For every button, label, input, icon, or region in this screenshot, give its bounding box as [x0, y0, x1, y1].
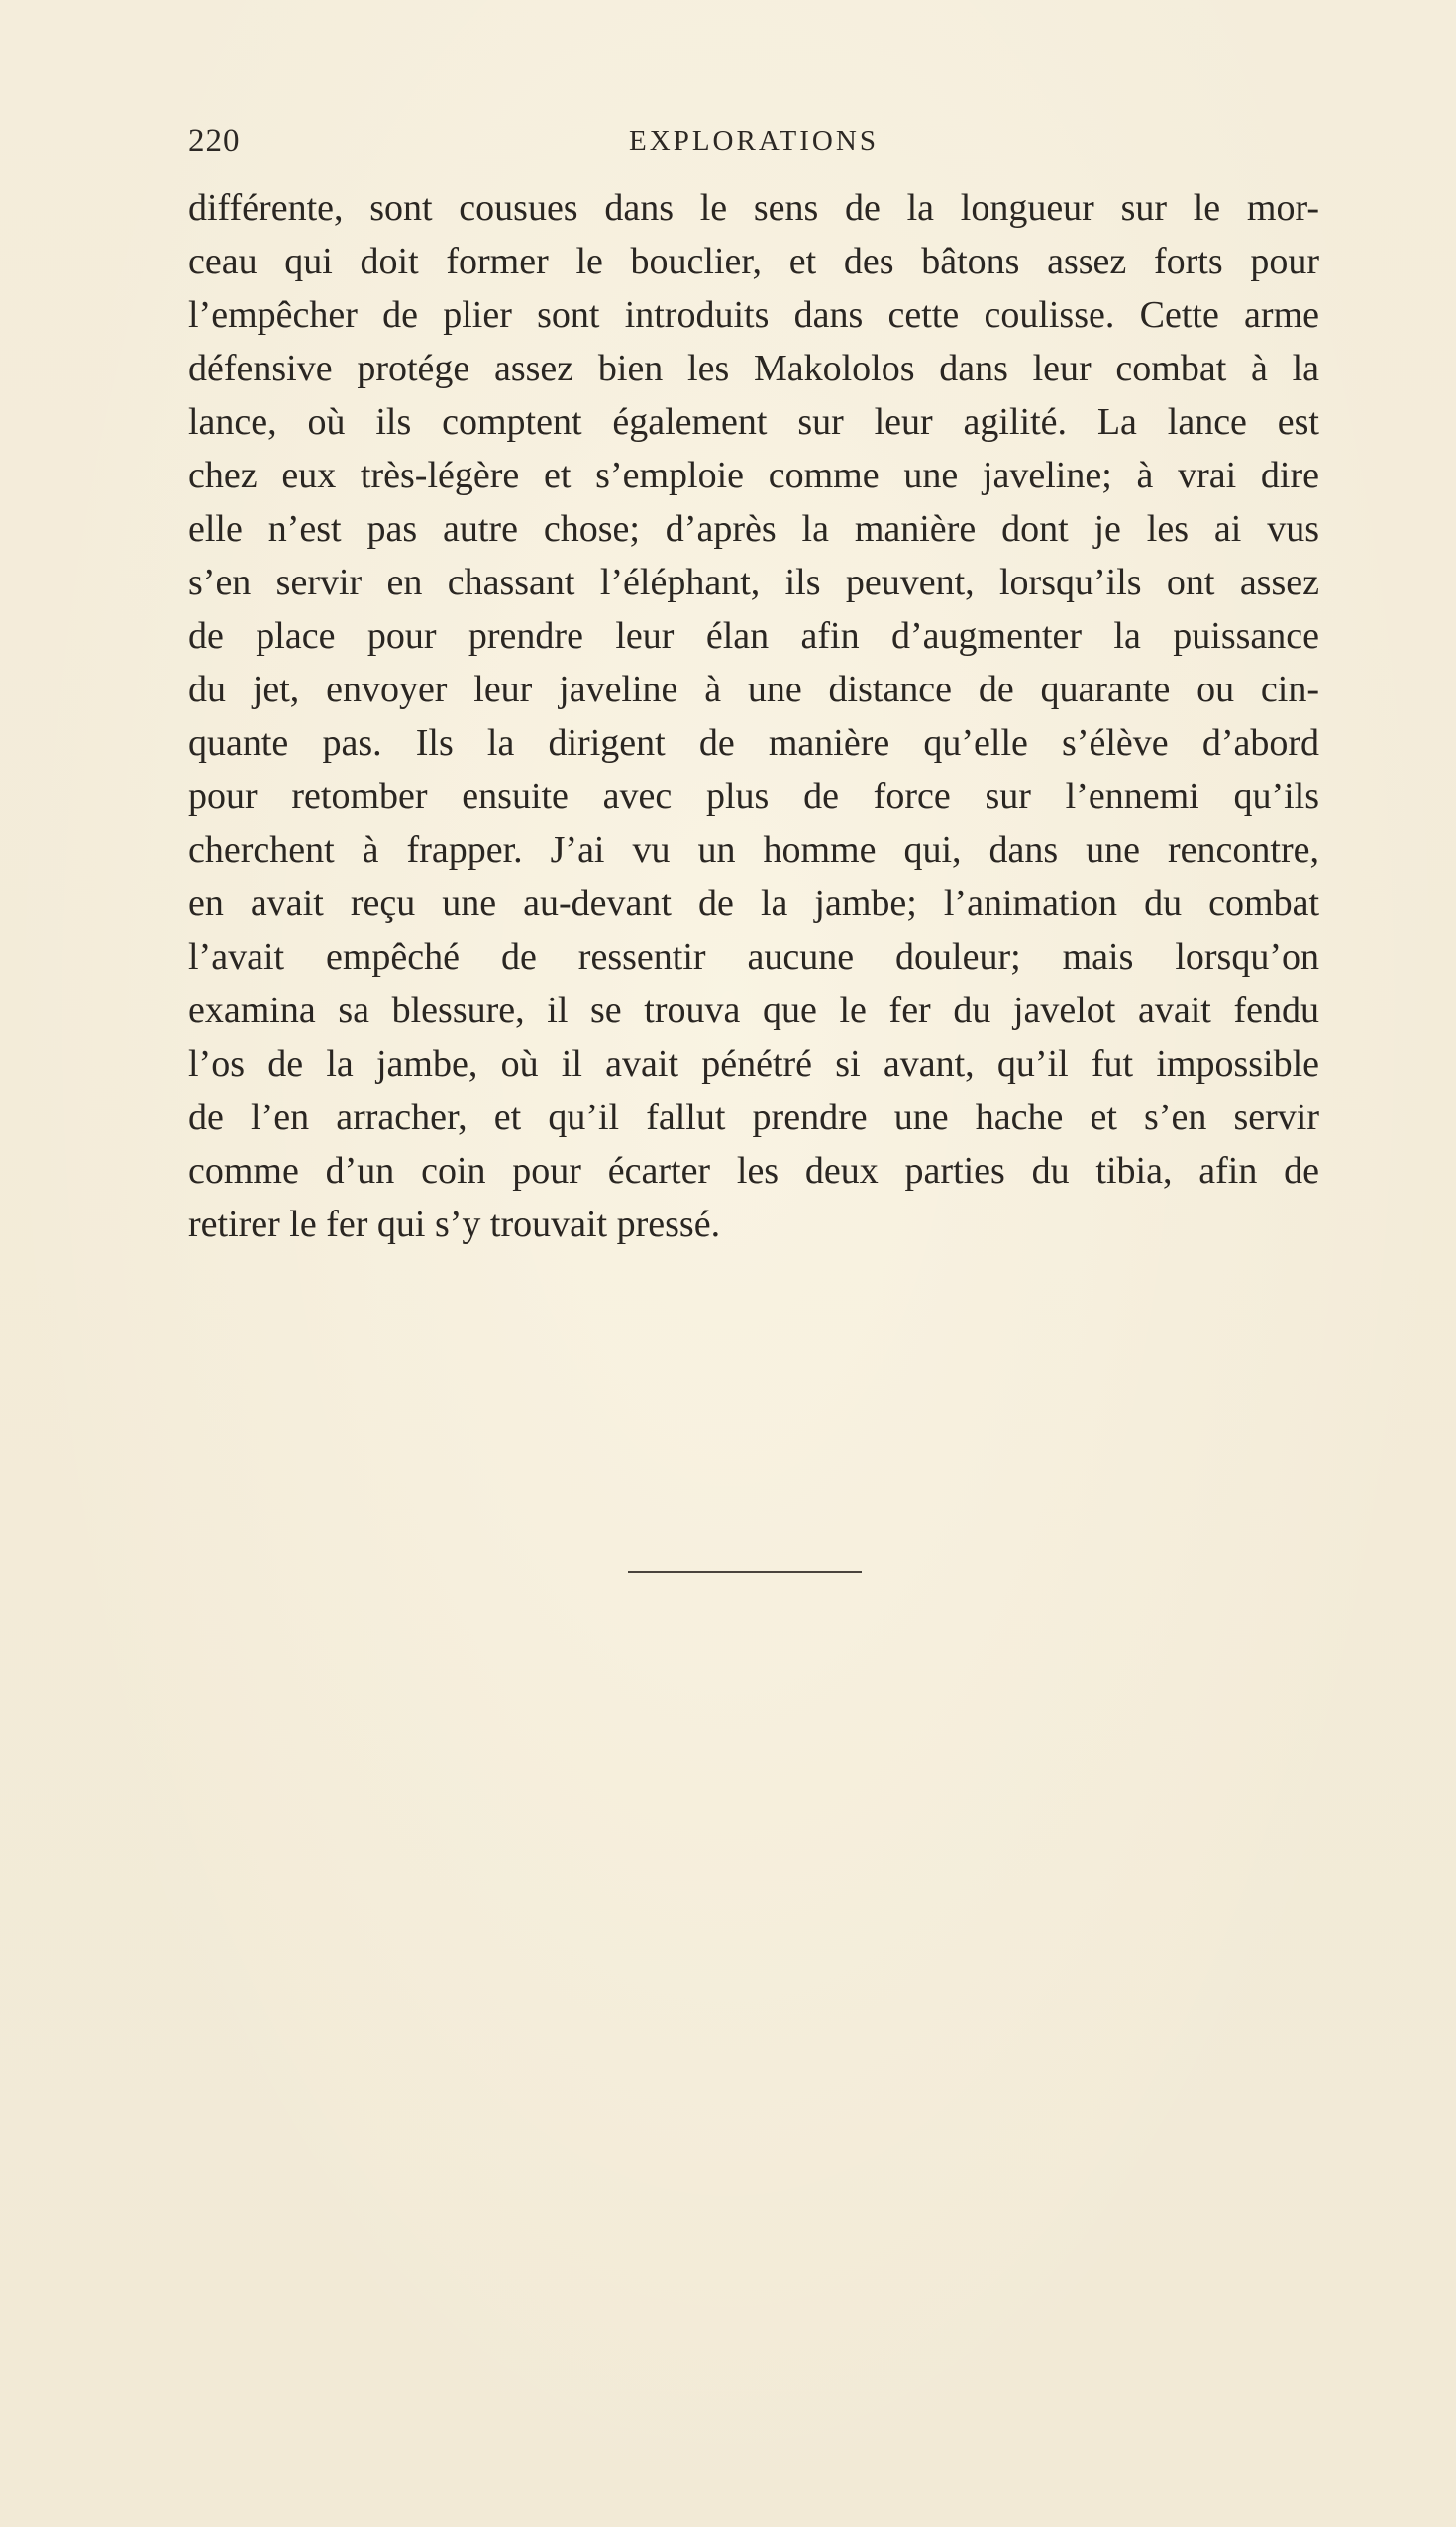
- text-line: l’avait empêché de ressentir aucune douleur; mais lorsqu’on: [188, 936, 1319, 978]
- text-line: comme d’un coin pour écarter les deux parties du tibia, afin de: [188, 1150, 1319, 1192]
- text-line: de place pour prendre leur élan afin d’augmenter la puissance: [188, 615, 1319, 657]
- running-title: EXPLORATIONS: [629, 125, 879, 157]
- text-line: du jet, envoyer leur javeline à une distance de quarante ou cin-: [188, 669, 1319, 710]
- text-line: elle n’est pas autre chose; d’après la manière dont je les ai vus: [188, 508, 1319, 550]
- page-number: 220: [188, 123, 241, 158]
- text-line: l’os de la jambe, où il avait pénétré si avant, qu’il fut impossible: [188, 1043, 1319, 1085]
- text-line-last: retirer le fer qui s’y trouvait pressé.: [188, 1204, 721, 1245]
- text-line: de l’en arracher, et qu’il fallut prendre une hache et s’en servir: [188, 1097, 1319, 1138]
- text-line: en avait reçu une au-devant de la jambe; l’animation du combat: [188, 883, 1319, 924]
- text-line: s’en servir en chassant l’éléphant, ils peuvent, lorsqu’ils ont assez: [188, 562, 1319, 603]
- text-line: l’empêcher de plier sont introduits dans cette coulisse. Cette arme: [188, 294, 1319, 336]
- body-text: [188, 181, 1319, 1251]
- text-line: ceau qui doit former le bouclier, et des bâtons assez forts pour: [188, 241, 1319, 282]
- text-line: différente, sont cousues dans le sens de la longueur sur le mor-: [188, 187, 1319, 229]
- text-line: cherchent à frapper. J’ai vu un homme qui, dans une rencontre,: [188, 829, 1319, 871]
- text-line: examina sa blessure, il se trouva que le fer du javelot avait fendu: [188, 990, 1319, 1031]
- running-head: [188, 123, 1319, 170]
- text-line: pour retomber ensuite avec plus de force sur l’ennemi qu’ils: [188, 776, 1319, 817]
- text-line: défensive protége assez bien les Makololos dans leur combat à la: [188, 348, 1319, 389]
- text-line: chez eux très-légère et s’emploie comme une javeline; à vrai dire: [188, 455, 1319, 496]
- end-rule: [628, 1571, 862, 1573]
- text-line: lance, où ils comptent également sur leur agilité. La lance est: [188, 401, 1319, 443]
- text-line: quante pas. Ils la dirigent de manière qu’elle s’élève d’abord: [188, 722, 1319, 764]
